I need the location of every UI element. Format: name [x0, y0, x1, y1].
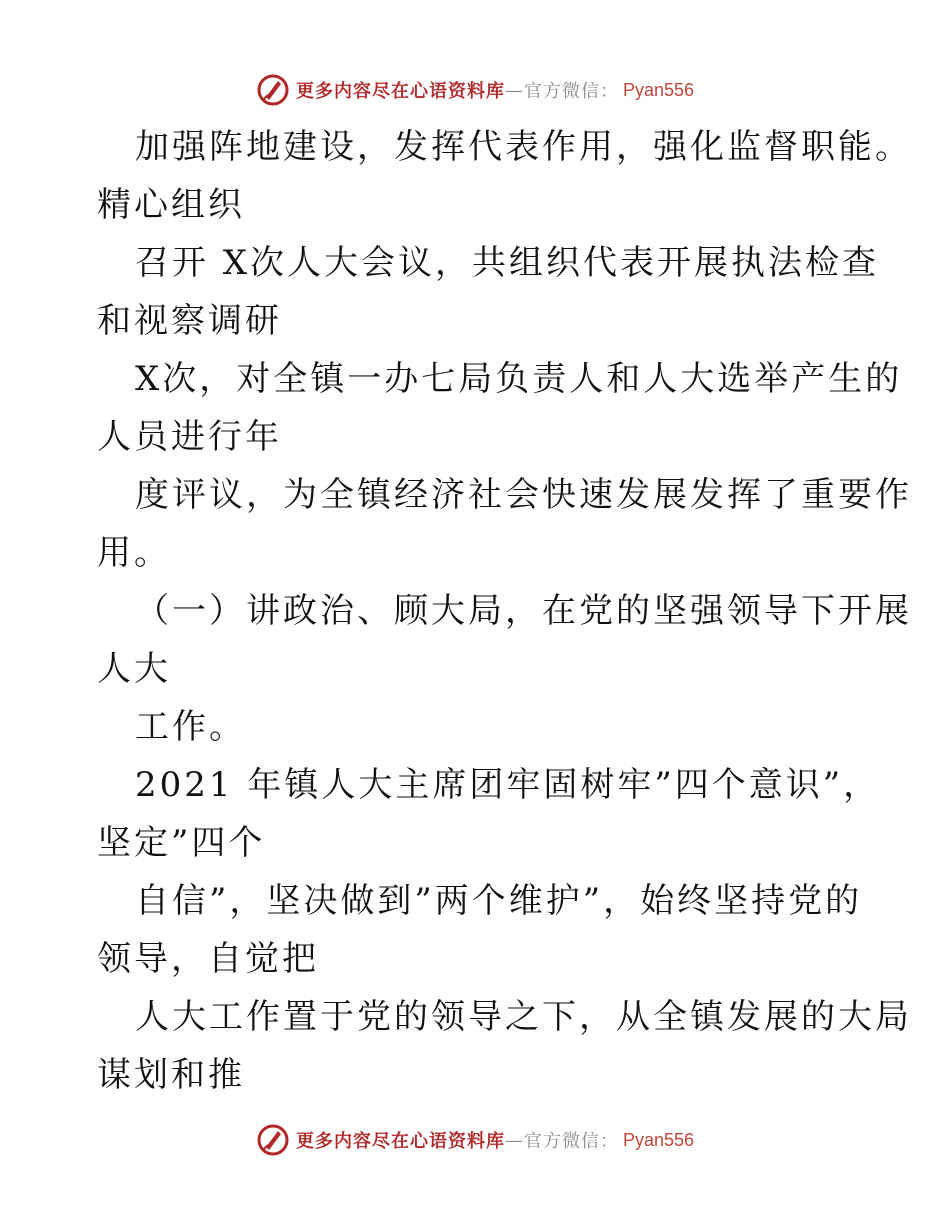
text-line: 坚定”四个	[97, 823, 266, 863]
text-line: 度评议，为全镇经济社会快速发展发挥了重要作	[135, 475, 912, 515]
footer-site-text: 更多内容尽在心语资料库	[295, 1131, 505, 1152]
quill-logo-icon	[256, 1123, 290, 1157]
text-line: 自信”，坚决做到”两个维护”，始终坚持党的	[135, 881, 863, 921]
text-line: 精心组织	[97, 185, 245, 225]
header-site-text: 更多内容尽在心语资料库	[295, 81, 505, 102]
text-line: 人大工作置于党的领导之下，从全镇发展的大局	[135, 997, 912, 1037]
body-text	[97, 118, 912, 1104]
footer-wechat-label: 官方微信：	[523, 1131, 619, 1152]
text-line: 召开 X次人大会议，共组织代表开展执法检查	[135, 243, 880, 283]
header-watermark	[0, 70, 950, 110]
header-dash: —	[504, 79, 524, 101]
text-line: 人员进行年	[97, 417, 282, 457]
text-line: （一）讲政治、顾大局，在党的坚强领导下开展	[135, 591, 912, 631]
header-wechat-label: 官方微信：	[523, 81, 619, 102]
footer-dash: —	[504, 1129, 524, 1151]
text-line: 加强阵地建设，发挥代表作用，强化监督职能。	[135, 127, 912, 167]
header-wechat-id: Pyan556	[622, 79, 695, 100]
footer-wechat-id: Pyan556	[622, 1129, 695, 1150]
text-line: 用。	[97, 533, 171, 573]
text-line: 谋划和推	[97, 1055, 245, 1095]
text-line: 和视察调研	[97, 301, 282, 341]
quill-logo-icon	[256, 73, 290, 107]
text-line: 人大	[97, 649, 171, 689]
text-line: X次，对全镇一办七局负责人和人大选举产生的	[135, 359, 903, 399]
text-line: 2021 年镇人大主席团牢固树牢”四个意识”，	[135, 765, 881, 805]
footer-watermark	[0, 1120, 950, 1160]
text-line: 领导，自觉把	[97, 939, 319, 979]
text-line: 工作。	[135, 707, 246, 747]
